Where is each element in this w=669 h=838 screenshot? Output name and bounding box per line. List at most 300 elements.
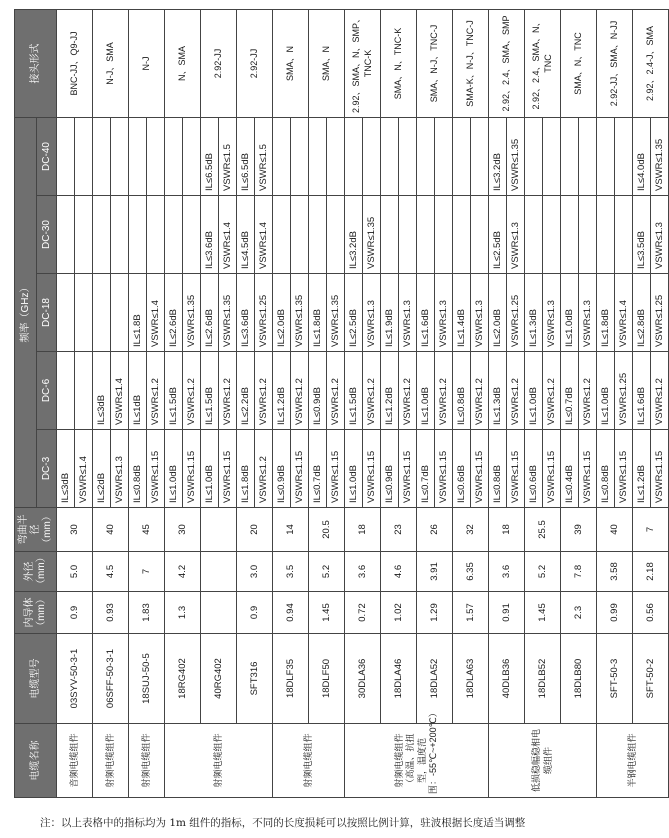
vswr: VSWR≤1.25 [510,294,521,347]
connector-text: SMA、N、TNC-K [392,27,403,100]
cell-band-spec [201,196,237,274]
cell-outer: 6.35 [453,552,489,592]
insertion-loss [93,196,111,273]
cell-outer: 3.58 [597,552,633,592]
insertion-loss: IL≤3dB [57,430,75,507]
connector-text: SMA、N-J、TNC-J [428,24,439,103]
vswr: VSWR≤1.4 [114,378,125,425]
insertion-loss [57,118,75,195]
vswr: VSWR≤1.2 [258,378,269,425]
cell-band-spec [345,430,381,508]
vswr: VSWR≤1.15 [330,450,341,503]
vswr [291,122,308,191]
vswr [399,200,416,269]
cell-band-spec [489,196,525,274]
cell-band-spec [93,274,129,352]
cell-model: 18DLA52 [417,634,453,724]
cell-connector [525,10,561,118]
vswr: VSWR≤1.3 [510,222,521,269]
insertion-loss: IL≤1.3dB [525,274,543,351]
vswr: VSWR≤1.2 [582,378,593,425]
header-outer-diameter: 外径（mm） [15,552,57,592]
insertion-loss: IL≤1.5dB [201,352,219,429]
header-bend-radius: 弯曲半径（mm） [15,508,57,552]
vswr [183,122,200,191]
cell-bend: 14 [273,508,309,552]
cell-outer: 2.18 [633,552,669,592]
vswr: VSWR≤1.3 [654,222,665,269]
header-band: DC-18 [37,274,57,352]
insertion-loss: IL≤3.6dB [237,274,255,351]
insertion-loss [165,196,183,273]
insertion-loss: IL≤1.0dB [417,352,435,429]
vswr [471,200,488,269]
insertion-loss: IL≤1.2dB [633,430,651,507]
cell-inner: 1.02 [381,592,417,634]
connector-text: N、SMA [176,46,187,82]
insertion-loss: IL≤1.9dB [381,274,399,351]
cell-band-spec [93,118,129,196]
cell-band-spec [129,352,165,430]
insertion-loss: IL≤3.6dB [201,196,219,273]
cell-band-spec [561,430,597,508]
cell-connector [57,10,93,118]
cell-bend [201,508,237,552]
table-row [453,10,489,798]
cell-band-spec [417,352,453,430]
insertion-loss: IL≤2.6dB [165,274,183,351]
insertion-loss [417,118,435,195]
connector-text: SMA-K、N-J、TNC-J [464,20,475,107]
cell-outer: 3.6 [345,552,381,592]
cell-outer: 7.8 [561,552,597,592]
cell-band-spec [525,352,561,430]
cell-bend: 40 [597,508,633,552]
cell-connector [93,10,129,118]
table-row [633,10,669,798]
connector-text: 2.92、2.4、SMA、N、TNC [530,17,553,110]
table-row [381,10,417,798]
insertion-loss [309,118,327,195]
insertion-loss: IL≤1.8dB [237,430,255,507]
connector-text: 2.92-JJ [248,48,259,79]
table-row [129,10,165,798]
vswr [435,200,452,269]
cell-inner: 1.29 [417,592,453,634]
vswr [75,200,92,269]
vswr: VSWR≤1.35 [186,294,197,347]
cell-band-spec [597,352,633,430]
insertion-loss: IL≤2.0dB [273,274,291,351]
cell-inner: 0.94 [273,592,309,634]
cell-inner: 1.57 [453,592,489,634]
cell-model: 18DLA46 [381,634,417,724]
cell-band-spec [633,430,669,508]
vswr: VSWR≤1.35 [294,294,305,347]
vswr: VSWR≤1.15 [222,450,233,503]
insertion-loss: IL≤1.5dB [345,352,363,429]
vswr [147,200,164,269]
cell-band-spec [201,118,237,196]
cell-model: SFT316 [237,634,273,724]
insertion-loss [525,118,543,195]
cell-model: 18DLF35 [273,634,309,724]
cell-inner [201,592,237,634]
cell-band-spec [237,196,273,274]
vswr: VSWR≤1.2 [366,378,377,425]
insertion-loss [381,196,399,273]
cell-outer: 5.0 [57,552,93,592]
insertion-loss: IL≤0.8dB [597,430,615,507]
cell-band-spec [417,196,453,274]
insertion-loss: IL≤0.7dB [309,430,327,507]
vswr [399,122,416,191]
vswr [291,200,308,269]
cell-connector [237,10,273,118]
cell-band-spec [381,352,417,430]
cell-band-spec [57,430,93,508]
cell-model: 06SFF-50-3-1 [93,634,129,724]
cell-connector [489,10,525,118]
cell-model: 18DLB52 [525,634,561,724]
vswr [147,122,164,191]
vswr: VSWR≤1.2 [150,378,161,425]
cell-outer: 5.2 [525,552,561,592]
insertion-loss: IL≤1.8B [129,274,147,351]
cell-band-spec [201,430,237,508]
cell-cable-name: 音频电缆组件 [57,724,93,798]
vswr: VSWR≤1.2 [186,378,197,425]
vswr: VSWR≤1.25 [618,372,629,425]
insertion-loss [129,196,147,273]
header-frequency: 频率（GHz） [15,118,37,508]
cell-band-spec [165,430,201,508]
cell-model: 18DLA63 [453,634,489,724]
vswr: VSWR≤1.2 [294,378,305,425]
vswr: VSWR≤1.25 [258,294,269,347]
cell-inner: 1.3 [165,592,201,634]
table-row [57,10,93,798]
cell-band-spec [345,274,381,352]
cell-band-spec [57,196,93,274]
connector-text: 2.92-JJ [212,48,223,79]
cell-inner: 2.3 [561,592,597,634]
cell-outer: 4.6 [381,552,417,592]
vswr [111,278,128,347]
cell-band-spec [489,352,525,430]
cell-band-spec [309,352,345,430]
insertion-loss [597,118,615,195]
header-cable-model: 电缆型号 [15,634,57,724]
cell-band-spec [57,118,93,196]
insertion-loss: IL≤2.6dB [201,274,219,351]
cell-band-spec [525,274,561,352]
table-row [561,10,597,798]
vswr: VSWR≤1.35 [222,294,233,347]
cell-inner: 0.9 [237,592,273,634]
insertion-loss: IL≤1dB [129,352,147,429]
insertion-loss: IL≤3dB [93,352,111,429]
cell-band-spec [597,118,633,196]
insertion-loss: IL≤4.5dB [237,196,255,273]
cell-band-spec [561,118,597,196]
insertion-loss: IL≤1.0dB [597,352,615,429]
insertion-loss [381,118,399,195]
cell-band-spec [525,118,561,196]
connector-text: 2.92、SMA、N、SMP、TNC-K [350,13,373,114]
cell-inner: 0.99 [597,592,633,634]
cell-band-spec [561,274,597,352]
cell-cable-name: 低损稳幅稳相电缆组件 [489,724,597,798]
connector-text: SMA、N [284,46,295,82]
insertion-loss: IL≤0.7dB [417,430,435,507]
connector-text: SMA、N [320,46,331,82]
insertion-loss: IL≤1.8dB [597,274,615,351]
vswr: VSWR≤1.15 [618,450,629,503]
insertion-loss: IL≤0.9dB [309,352,327,429]
connector-text: 2.92、2.4-J、SMA [644,25,655,102]
vswr [363,122,380,191]
cell-band-spec [453,118,489,196]
header-band: DC-30 [37,196,57,274]
cell-band-spec [93,430,129,508]
cell-connector [561,10,597,118]
cell-band-spec [237,274,273,352]
insertion-loss: IL≤3.2dB [345,196,363,273]
insertion-loss: IL≤2.0dB [489,274,507,351]
cell-band-spec [345,118,381,196]
cell-band-spec [273,352,309,430]
insertion-loss: IL≤1.0dB [525,352,543,429]
vswr: VSWR≤1.15 [474,450,485,503]
vswr: VSWR≤1.4 [258,222,269,269]
cell-outer: 4.5 [93,552,129,592]
cell-bend: 45 [129,508,165,552]
vswr [471,122,488,191]
vswr [615,122,632,191]
cell-band-spec [309,430,345,508]
cell-band-spec [453,430,489,508]
insertion-loss: IL≤1.0dB [561,274,579,351]
connector-text: 2.92、2.4、SMA、SMP [500,15,511,112]
insertion-loss: IL≤2.5dB [489,196,507,273]
vswr: VSWR≤1.3 [438,300,449,347]
insertion-loss [453,196,471,273]
cell-cable-name: 射频电缆组件 [129,724,165,798]
cell-band-spec [561,196,597,274]
vswr: VSWR≤1.35 [654,138,665,191]
vswr: VSWR≤1.2 [402,378,413,425]
cell-bend: 30 [165,508,201,552]
cell-band-spec [453,352,489,430]
cell-band-spec [309,196,345,274]
cell-band-spec [345,196,381,274]
cell-bend: 18 [345,508,381,552]
vswr [615,200,632,269]
cell-band-spec [165,274,201,352]
header-cable-name: 电缆名称 [15,724,57,798]
cell-band-spec [381,196,417,274]
cell-band-spec [57,274,93,352]
cell-band-spec [381,430,417,508]
cell-band-spec [489,118,525,196]
cell-band-spec [525,430,561,508]
vswr [111,200,128,269]
insertion-loss [597,196,615,273]
cell-outer: 3.5 [273,552,309,592]
cell-bend: 25.5 [525,508,561,552]
cell-band-spec [489,430,525,508]
vswr: VSWR≤1.15 [150,450,161,503]
cell-band-spec [237,352,273,430]
cell-inner: 0.56 [633,592,669,634]
cell-model: 18RG402 [165,634,201,724]
vswr: VSWR≤1.2 [654,378,665,425]
cell-model: SFT-50-3 [597,634,633,724]
header-band: DC-40 [37,118,57,196]
insertion-loss: IL≤1.4dB [453,274,471,351]
table-row [525,10,561,798]
insertion-loss [273,196,291,273]
insertion-loss: IL≤3.5dB [633,196,651,273]
cell-bend: 7 [633,508,669,552]
table-row [345,10,381,798]
cell-band-spec [597,430,633,508]
insertion-loss: IL≤6.5dB [237,118,255,195]
table-row [201,10,237,798]
vswr [579,122,596,191]
cell-connector [201,10,237,118]
header-inner-conductor: 内导体（mm） [15,592,57,634]
vswr: VSWR≤1.2 [258,456,269,503]
vswr: VSWR≤1.35 [366,216,377,269]
cell-band-spec [201,352,237,430]
insertion-loss [93,274,111,351]
cell-outer: 3.0 [237,552,273,592]
cell-model: SFT-50-2 [633,634,669,724]
vswr [435,122,452,191]
cell-model: 40DLB36 [489,634,525,724]
vswr: VSWR≤1.4 [222,222,233,269]
cell-cable-name: 射频电缆组件（高温、抗扭型，温度范围：-55℃~+200℃） [345,724,489,798]
cell-bend: 30 [57,508,93,552]
insertion-loss [93,118,111,195]
cell-connector [417,10,453,118]
cell-inner: 1.83 [129,592,165,634]
insertion-loss [453,118,471,195]
vswr: VSWR≤1.2 [510,378,521,425]
cell-cable-name: 射频电缆组件 [165,724,273,798]
cell-band-spec [201,274,237,352]
cell-inner: 1.45 [309,592,345,634]
table-row [417,10,453,798]
cell-outer: 3.6 [489,552,525,592]
cell-cable-name: 半钢电缆组件 [597,724,669,798]
cell-band-spec [381,274,417,352]
cell-band-spec [489,274,525,352]
vswr: VSWR≤1.15 [510,450,521,503]
cell-connector [453,10,489,118]
vswr: VSWR≤1.2 [438,378,449,425]
insertion-loss: IL≤2.8dB [633,274,651,351]
table-row [165,10,201,798]
cell-bend: 39 [561,508,597,552]
vswr: VSWR≤1.3 [366,300,377,347]
cell-model: 18DLF50 [309,634,345,724]
cell-connector [633,10,669,118]
cell-bend: 32 [453,508,489,552]
cell-band-spec [165,196,201,274]
vswr: VSWR≤1.4 [150,300,161,347]
insertion-loss: IL≤1.0dB [345,430,363,507]
table-row [93,10,129,798]
vswr: VSWR≤1.15 [582,450,593,503]
cell-band-spec [93,352,129,430]
cell-cable-name: 射频电缆组件 [273,724,345,798]
cell-bend: 18 [489,508,525,552]
vswr: VSWR≤1.15 [546,450,557,503]
cell-band-spec [597,196,633,274]
cell-band-spec [417,118,453,196]
connector-text: N-J、SMA [104,42,115,85]
cell-outer: 4.2 [165,552,201,592]
vswr [75,278,92,347]
cell-band-spec [561,352,597,430]
vswr: VSWR≤1.3 [582,300,593,347]
header-band: DC-3 [37,430,57,508]
insertion-loss [129,118,147,195]
vswr: VSWR≤1.2 [546,378,557,425]
connector-text: N-J [140,56,151,71]
vswr: VSWR≤1.2 [474,378,485,425]
cell-bend: 26 [417,508,453,552]
vswr [75,122,92,191]
insertion-loss [561,118,579,195]
vswr [543,122,560,191]
vswr: VSWR≤1.3 [546,300,557,347]
cell-band-spec [273,196,309,274]
vswr: VSWR≤1.3 [114,456,125,503]
insertion-loss: IL≤1.2dB [273,352,291,429]
insertion-loss: IL≤0.9dB [381,430,399,507]
vswr: VSWR≤1.2 [222,378,233,425]
table-row [237,10,273,798]
cell-inner: 0.72 [345,592,381,634]
cell-band-spec [57,352,93,430]
insertion-loss: IL≤4.0dB [633,118,651,195]
cell-connector [165,10,201,118]
vswr [327,122,344,191]
vswr: VSWR≤1.35 [330,294,341,347]
insertion-loss: IL≤1.0dB [201,430,219,507]
vswr: VSWR≤1.15 [366,450,377,503]
cell-model: 18SUJ-50-5 [129,634,165,724]
cell-cable-name: 射频电缆组件 [93,724,129,798]
cell-outer: 3.91 [417,552,453,592]
cell-band-spec [237,118,273,196]
insertion-loss: IL≤0.4dB [561,430,579,507]
insertion-loss: IL≤1.8dB [309,274,327,351]
cell-connector [345,10,381,118]
cell-model: 30DLA36 [345,634,381,724]
cell-connector [309,10,345,118]
cell-band-spec [633,196,669,274]
header-connector-type: 接头形式 [15,10,57,118]
table-row [597,10,633,798]
vswr: VSWR≤1.4 [78,456,89,503]
insertion-loss: IL≤1.6dB [417,274,435,351]
vswr: VSWR≤1.5 [222,144,233,191]
